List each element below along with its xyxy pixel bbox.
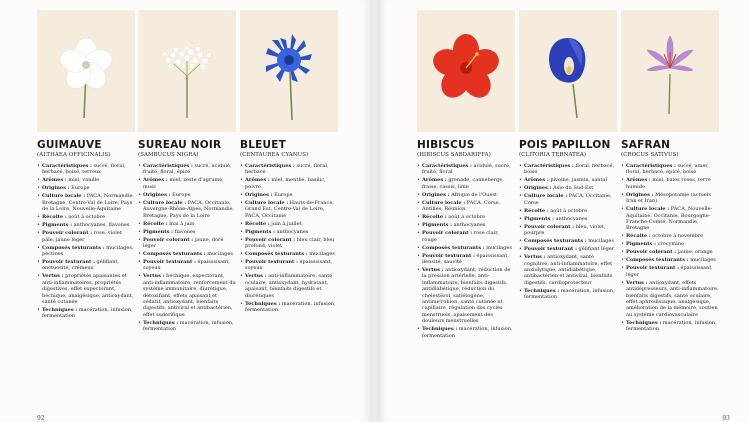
property-item: • Arômes : pivoine, jasmin, santal <box>519 177 617 183</box>
elderflower-icon <box>138 10 236 132</box>
flower-name: GUIMAUVE <box>37 139 102 151</box>
property-item: • Techniques : macération, infusion, fermentation <box>519 288 617 301</box>
flower-properties-list <box>138 163 236 333</box>
flower-properties-list <box>621 163 719 333</box>
property-item: • Culture locale : PACA, Corse, Antilles, Réunion <box>417 200 515 213</box>
property-item: • Composés texturants : mucilages <box>519 238 617 244</box>
property-item: • Récolte : août à octobre <box>417 214 515 220</box>
property-item: • Pouvoir colorant : jaune, doré léger <box>138 237 236 250</box>
flower-properties-list <box>417 163 515 339</box>
property-item: • Pigments : anthocyanes <box>240 229 338 235</box>
property-item: • Arômes : miel, vanille <box>37 177 135 183</box>
property-item: • Vertus : anti-inflammatoire, santé oculaire, antioxydant, hydratant, apaisant, bienfaits digestifs et diurétiques <box>240 273 338 299</box>
page-number-right: 93 <box>722 415 730 422</box>
property-item: • Pouvoir texturant : épaississant léger <box>621 265 719 278</box>
property-item: • Pouvoir texturant : épaississant, densité, sauvité <box>417 253 515 266</box>
flower-photo-pois-papillon <box>519 10 617 132</box>
property-item: • Composés texturants : mucilages <box>138 251 236 257</box>
property-item: • Pigments : anthocyanes, flavones <box>37 222 135 228</box>
hibiscus-flower-icon <box>417 10 515 132</box>
property-item: • Caractéristiques : acidulé, sucré, fruité, floral <box>417 163 515 176</box>
property-item: • Vertus : propriétés apaisantes et anti-inflammatoires, propriétés digestives, effet expectorant, béchique, analgésique, antioxydant, santé cutanée <box>37 273 135 305</box>
property-item: • Techniques : macération, infusion, fermentation <box>417 326 515 339</box>
property-item: • Origines : Europe <box>37 185 135 191</box>
property-item: • Vertus : antioxydant, réduction de la pression artérielle, anti-inflammatoire, bienfaits digestifs, antidiabétique, réduction du cholestérol, satiétogène, antimicrobien, santé cutanée et capillaire, régulation des cycles menstruels, apaisement des douleurs menstruelles <box>417 267 515 325</box>
property-item: • Pouvoir colorant : jaune, orange <box>621 249 719 255</box>
property-item: • Vertus : antioxydant, santé cognitive, anti-inflammatoire, effet anxiolytique, antidiabétique, antibactérien et antiviral, bienfaits digestifs, cardioprotecteur <box>519 254 617 286</box>
flower-properties-list <box>519 163 617 301</box>
property-item: • Pouvoir colorant : rose clair, rouge <box>417 230 515 243</box>
property-item: • Pigments : anthocyanes <box>519 216 617 222</box>
flower-name: HIBISCUS <box>417 139 475 151</box>
flower-name: POIS PAPILLON <box>519 139 611 151</box>
flower-latin-name: (ALTHAEA OFFICINALIS) <box>37 152 111 158</box>
flower-latin-name: (SAMBUCUS NIGRA) <box>138 152 199 158</box>
flower-name: SUREAU NOIR <box>138 139 222 151</box>
property-item: • Arômes : miel, menthe, basilic, poivre <box>240 177 338 190</box>
property-item: • Pigments : crocymine <box>621 241 719 247</box>
flower-properties-list <box>37 163 135 320</box>
flower-photo-safran <box>621 10 719 132</box>
property-item: • Arômes : grenade, canneberge, fraise, cassis, lime <box>417 177 515 190</box>
saffron-crocus-icon <box>621 10 719 132</box>
property-item: • Origines : Afrique de l'Ouest <box>417 192 515 198</box>
flower-latin-name: (CROCUS SATIVUS) <box>621 152 679 158</box>
property-item: • Caractéristiques : sucré, floral, herbacé <box>240 163 338 176</box>
property-item: • Récolte : juin à juillet <box>240 221 338 227</box>
property-item: • Culture locale : PACA, Normandie, Bretagne, Centre-Val de Loire, Pays de la Loire, Nouvelle-Aquitaine <box>37 193 135 212</box>
property-item: • Pouvoir colorant : bleu clair, bleu profond, violet <box>240 237 338 250</box>
property-item: • Techniques : macération, infusion, fermentation <box>621 320 719 333</box>
property-item: • Composés texturants : mucilages, pectines <box>37 245 135 258</box>
flower-card-hibiscus <box>417 10 515 341</box>
page-number-left: 92 <box>37 415 45 422</box>
property-item: • Pouvoir texturant : épaississant, soyeux <box>240 259 338 272</box>
property-item: • Caractéristiques : sucré, floral, herbacé, boisé, terreux <box>37 163 135 176</box>
property-item: • Vertus : antioxydant, effets antidépresseurs, anti-inflammatoire, bienfaits digestifs, santé oculaire, effet aphrodisiaque, analgésique, amélioration de la mémoire, soutien au système cardiovasculaire <box>621 280 719 318</box>
flower-photo-bleuet <box>240 10 338 132</box>
property-item: • Culture locale : Hauts-de-France, Grand Est, Centre-Val de Loire, PACA, Occitanie <box>240 200 338 219</box>
flower-latin-name: (HIBISCUS SABDARIFFA) <box>417 152 491 158</box>
property-item: • Caractéristiques : sucré, acidulé, fruité, floral, épicé <box>138 163 236 176</box>
property-item: • Composés texturants : mucilages <box>417 245 515 251</box>
flower-card-pois-papillon <box>519 10 617 302</box>
flower-latin-name: (CENTAUREA CYANUS) <box>240 152 309 158</box>
flower-properties-list <box>240 163 338 313</box>
property-item: • Pouvoir colorant : rose, violet pâle, jaune léger <box>37 230 135 243</box>
flower-card-bleuet <box>240 10 338 315</box>
property-item: • Récolte : août à octobre <box>37 214 135 220</box>
flower-photo-hibiscus <box>417 10 515 132</box>
flower-name: BLEUET <box>240 139 286 151</box>
marshmallow-flower-icon <box>37 10 135 132</box>
property-item: • Pouvoir texturant : gélifiant léger <box>519 246 617 252</box>
flower-latin-name: (CLITORIA TERNATEA) <box>519 152 587 158</box>
property-item: • Pouvoir texturant : épaississant, soyeux <box>138 259 236 272</box>
flower-card-sureau-noir <box>138 10 236 334</box>
flower-card-safran <box>621 10 719 334</box>
property-item: • Vertus : béchique, expectorant, anti-inflammatoire, renforcement du système immunitaire, diurétique, détoxifiant, effets apaisant et sédatif, antioxydant, bienfaits digestifs, antiviral et antibactérien, effet sudorifique <box>138 273 236 318</box>
cornflower-icon <box>240 10 338 132</box>
property-item: • Culture locale : PACA, Nouvelle-Aquitaine, Occitanie, Bourgogne-Franche-Comté, Normandie, Bretagne <box>621 206 719 232</box>
flower-card-guimauve <box>37 10 135 321</box>
property-item: • Origines : Europe <box>138 192 236 198</box>
property-item: • Récolte : mai à juin <box>138 221 236 227</box>
property-item: • Origines : Europe <box>240 192 338 198</box>
property-item: • Arômes : miel, baies roses, terre humide <box>621 177 719 190</box>
butterfly-pea-flower-icon <box>519 10 617 132</box>
property-item: • Culture locale : PACA, Occitanie, Corse <box>519 193 617 206</box>
property-item: • Caractéristiques : floral, herbacé, boisé <box>519 163 617 176</box>
property-item: • Récolte : octobre à novembre <box>621 233 719 239</box>
property-item: • Techniques : macération, infusion, fermentation <box>138 320 236 333</box>
property-item: • Techniques : macération, infusion, fermentation <box>37 307 135 320</box>
property-item: • Récolte : août à octobre <box>519 208 617 214</box>
flower-photo-guimauve <box>37 10 135 132</box>
flower-name: SAFRAN <box>621 139 671 151</box>
property-item: • Pouvoir colorant : bleu, violet, pourpre <box>519 224 617 237</box>
property-item: • Arômes : miel, zeste d'agrume, musc <box>138 177 236 190</box>
property-item: • Composés texturants : mucilages <box>240 251 338 257</box>
property-item: • Pigments : flavones <box>138 229 236 235</box>
property-item: • Caractéristiques : sucré, amer, floral, herbacé, épicé, boisé <box>621 163 719 176</box>
property-item: • Pouvoir texturant : gélifiant, onctuosité, crémeux <box>37 259 135 272</box>
property-item: • Pigments : anthocyanes <box>417 222 515 228</box>
property-item: • Origines : Asie du Sud-Est <box>519 185 617 191</box>
property-item: • Culture locale : PACA, Occitanie, Auvergne-Rhône-Alpes, Normandie, Bretagne, Pays de la Loire <box>138 200 236 219</box>
property-item: • Origines : Mésopotamie (actuels Irak et Iran) <box>621 192 719 205</box>
flower-photo-sureau-noir <box>138 10 236 132</box>
property-item: • Techniques : macération, infusion, fermentation <box>240 301 338 314</box>
property-item: • Composés texturants : mucilages <box>621 257 719 263</box>
